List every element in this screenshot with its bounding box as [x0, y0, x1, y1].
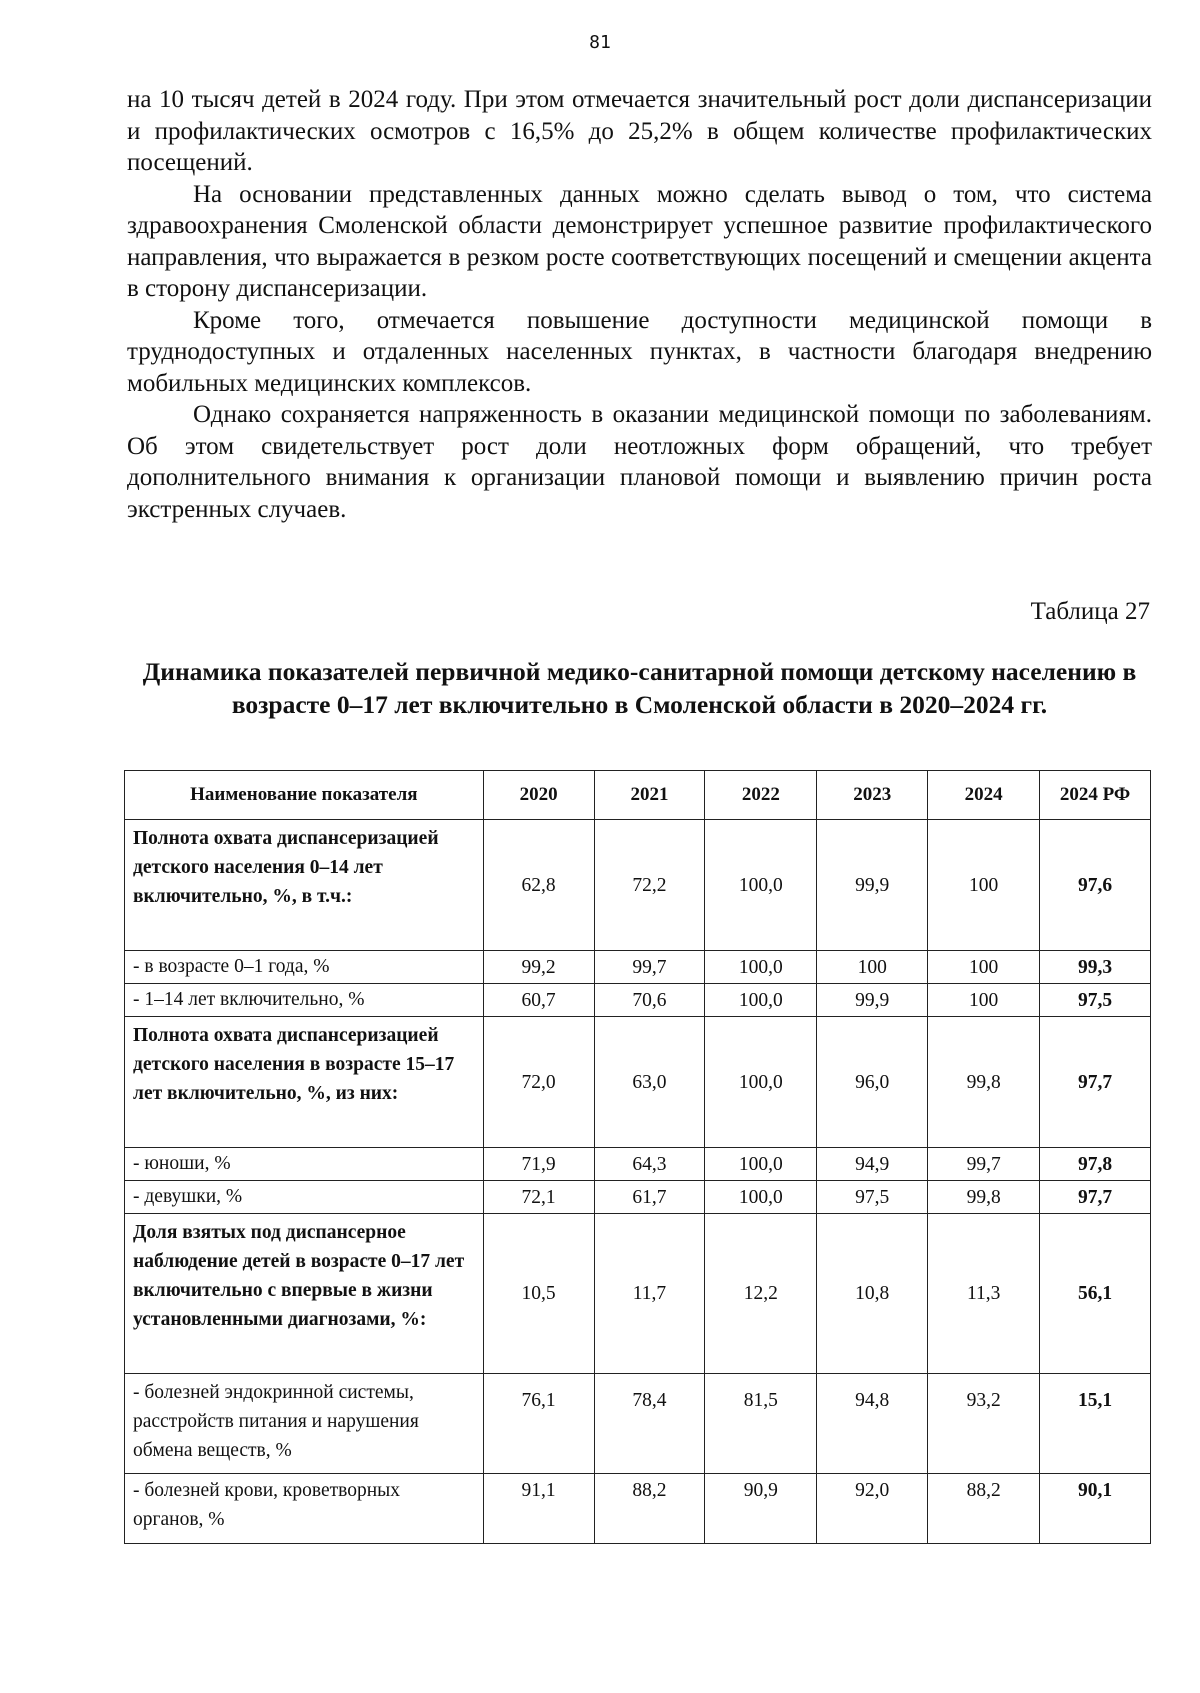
cell-value-rf: 99,3	[1040, 951, 1151, 984]
table-row	[125, 951, 1151, 984]
cell-value: 62,8	[483, 820, 594, 951]
cell-value: 100	[928, 951, 1040, 984]
cell-value: 100,0	[705, 984, 817, 1017]
cell-value: 96,0	[817, 1017, 928, 1148]
cell-value: 94,9	[817, 1148, 928, 1181]
cell-value: 99,7	[594, 951, 705, 984]
row-name: - 1–14 лет включительно, %	[125, 984, 484, 1017]
table-row	[125, 1181, 1151, 1214]
cell-value: 99,8	[928, 1017, 1040, 1148]
paragraph: На основании представленных данных можно сделать вывод о том, что система здравоохранения Смоленской области демонстрирует успешное развитие профилактического направления, что выражается в резком росте соответствующих посещений и смещении акцента в сторону диспансеризации.	[127, 180, 1152, 302]
cell-value: 99,9	[817, 984, 928, 1017]
table-label: Таблица 27	[1030, 598, 1150, 625]
row-name: Доля взятых под диспансерное наблюдение детей в возрасте 0–17 лет включительно с впервые в жизни установленными диагнозами, %:	[125, 1214, 484, 1374]
cell-value: 60,7	[483, 984, 594, 1017]
table-row	[125, 820, 1151, 951]
table-row	[125, 984, 1151, 1017]
header-cell: 2020	[483, 771, 594, 820]
table-row	[125, 1017, 1151, 1148]
cell-value: 11,7	[594, 1214, 705, 1374]
header-cell: Наименование показателя	[125, 771, 484, 820]
row-name: - болезней крови, кроветворных органов, %	[133, 1480, 400, 1530]
table-row	[125, 1474, 1151, 1544]
cell-value-rf: 97,6	[1040, 820, 1151, 951]
cell-value: 100	[928, 820, 1040, 951]
row-name: - в возрасте 0–1 года, %	[125, 951, 484, 984]
cell-value: 100,0	[705, 820, 817, 951]
cell-value: 81,5	[705, 1374, 817, 1474]
cell-value: 72,2	[594, 820, 705, 951]
cell-value: 99,2	[483, 951, 594, 984]
cell-value: 100,0	[705, 951, 817, 984]
header-cell: 2023	[817, 771, 928, 820]
cell-value-rf: 97,5	[1040, 984, 1151, 1017]
cell-value: 99,8	[928, 1181, 1040, 1214]
row-name: Полнота охвата диспансеризацией детского населения в возрасте 15–17 лет включительно, %, из них:	[125, 1017, 484, 1148]
page-number: 81	[589, 32, 611, 53]
cell-value: 100,0	[705, 1148, 817, 1181]
row-name: Полнота охвата диспансеризацией детского населения 0–14 лет включительно, %, в т.ч.:	[125, 820, 484, 951]
paragraph: на 10 тысяч детей в 2024 году. При этом отмечается значительный рост доли диспансеризации и профилактических осмотров с 16,5% до 25,2% в общем количестве профилактических посещений.	[127, 86, 1152, 176]
data-table	[124, 770, 1151, 1544]
row-name-cell	[125, 1474, 484, 1544]
table-title: Динамика показателей первичной медико-санитарной помощи детскому населению в возрасте 0–17 лет включительно в Смоленской области в 2020–2024 гг.	[142, 657, 1137, 719]
cell-value: 93,2	[928, 1374, 1040, 1474]
cell-value: 71,9	[483, 1148, 594, 1181]
row-name: - болезней эндокринной системы, расстройств питания и нарушения обмена веществ, %	[125, 1374, 484, 1474]
row-name: - юноши, %	[125, 1148, 484, 1181]
cell-value: 11,3	[928, 1214, 1040, 1374]
cell-value: 99,9	[817, 820, 928, 951]
row-name: - девушки, %	[125, 1181, 484, 1214]
table-row	[125, 1374, 1151, 1474]
table-header-row	[125, 771, 1151, 820]
cell-value: 100	[928, 984, 1040, 1017]
cell-value: 92,0	[817, 1474, 928, 1544]
cell-value: 97,5	[817, 1181, 928, 1214]
cell-value: 72,1	[483, 1181, 594, 1214]
cell-value: 90,9	[705, 1474, 817, 1544]
cell-value: 99,7	[928, 1148, 1040, 1181]
cell-value: 100,0	[705, 1181, 817, 1214]
cell-value: 94,8	[817, 1374, 928, 1474]
cell-value: 63,0	[594, 1017, 705, 1148]
cell-value-rf: 15,1	[1040, 1374, 1151, 1474]
cell-value: 72,0	[483, 1017, 594, 1148]
cell-value: 12,2	[705, 1214, 817, 1374]
cell-value: 100	[817, 951, 928, 984]
cell-value-rf: 97,7	[1040, 1181, 1151, 1214]
header-cell: 2024	[928, 771, 1040, 820]
cell-value-rf: 97,7	[1040, 1017, 1151, 1148]
cell-value-rf: 97,8	[1040, 1148, 1151, 1181]
cell-value: 70,6	[594, 984, 705, 1017]
header-cell: 2021	[594, 771, 705, 820]
cell-value: 100,0	[705, 1017, 817, 1148]
cell-value: 61,7	[594, 1181, 705, 1214]
cell-value: 10,8	[817, 1214, 928, 1374]
table-row	[125, 1214, 1151, 1374]
header-cell: 2022	[705, 771, 817, 820]
cell-value: 64,3	[594, 1148, 705, 1181]
paragraph: Однако сохраняется напряженность в оказании медицинской помощи по заболеваниям. Об этом свидетельствует рост доли неотложных форм обращений, что требует дополнительного внимания к организации плановой помощи и выявлению причин роста экстренных случаев.	[127, 401, 1152, 523]
cell-value-rf: 90,1	[1040, 1474, 1151, 1544]
cell-value: 88,2	[928, 1474, 1040, 1544]
cell-value-rf: 56,1	[1040, 1214, 1151, 1374]
body-text	[127, 84, 1152, 525]
paragraph: Кроме того, отмечается повышение доступности медицинской помощи в труднодоступных и отдаленных населенных пунктах, в частности благодаря внедрению мобильных медицинских комплексов.	[127, 306, 1152, 397]
cell-value: 88,2	[594, 1474, 705, 1544]
cell-value: 78,4	[594, 1374, 705, 1474]
cell-value: 91,1	[483, 1474, 594, 1544]
cell-value: 10,5	[483, 1214, 594, 1374]
header-cell: 2024 РФ	[1040, 771, 1151, 820]
cell-value: 76,1	[483, 1374, 594, 1474]
table-row	[125, 1148, 1151, 1181]
